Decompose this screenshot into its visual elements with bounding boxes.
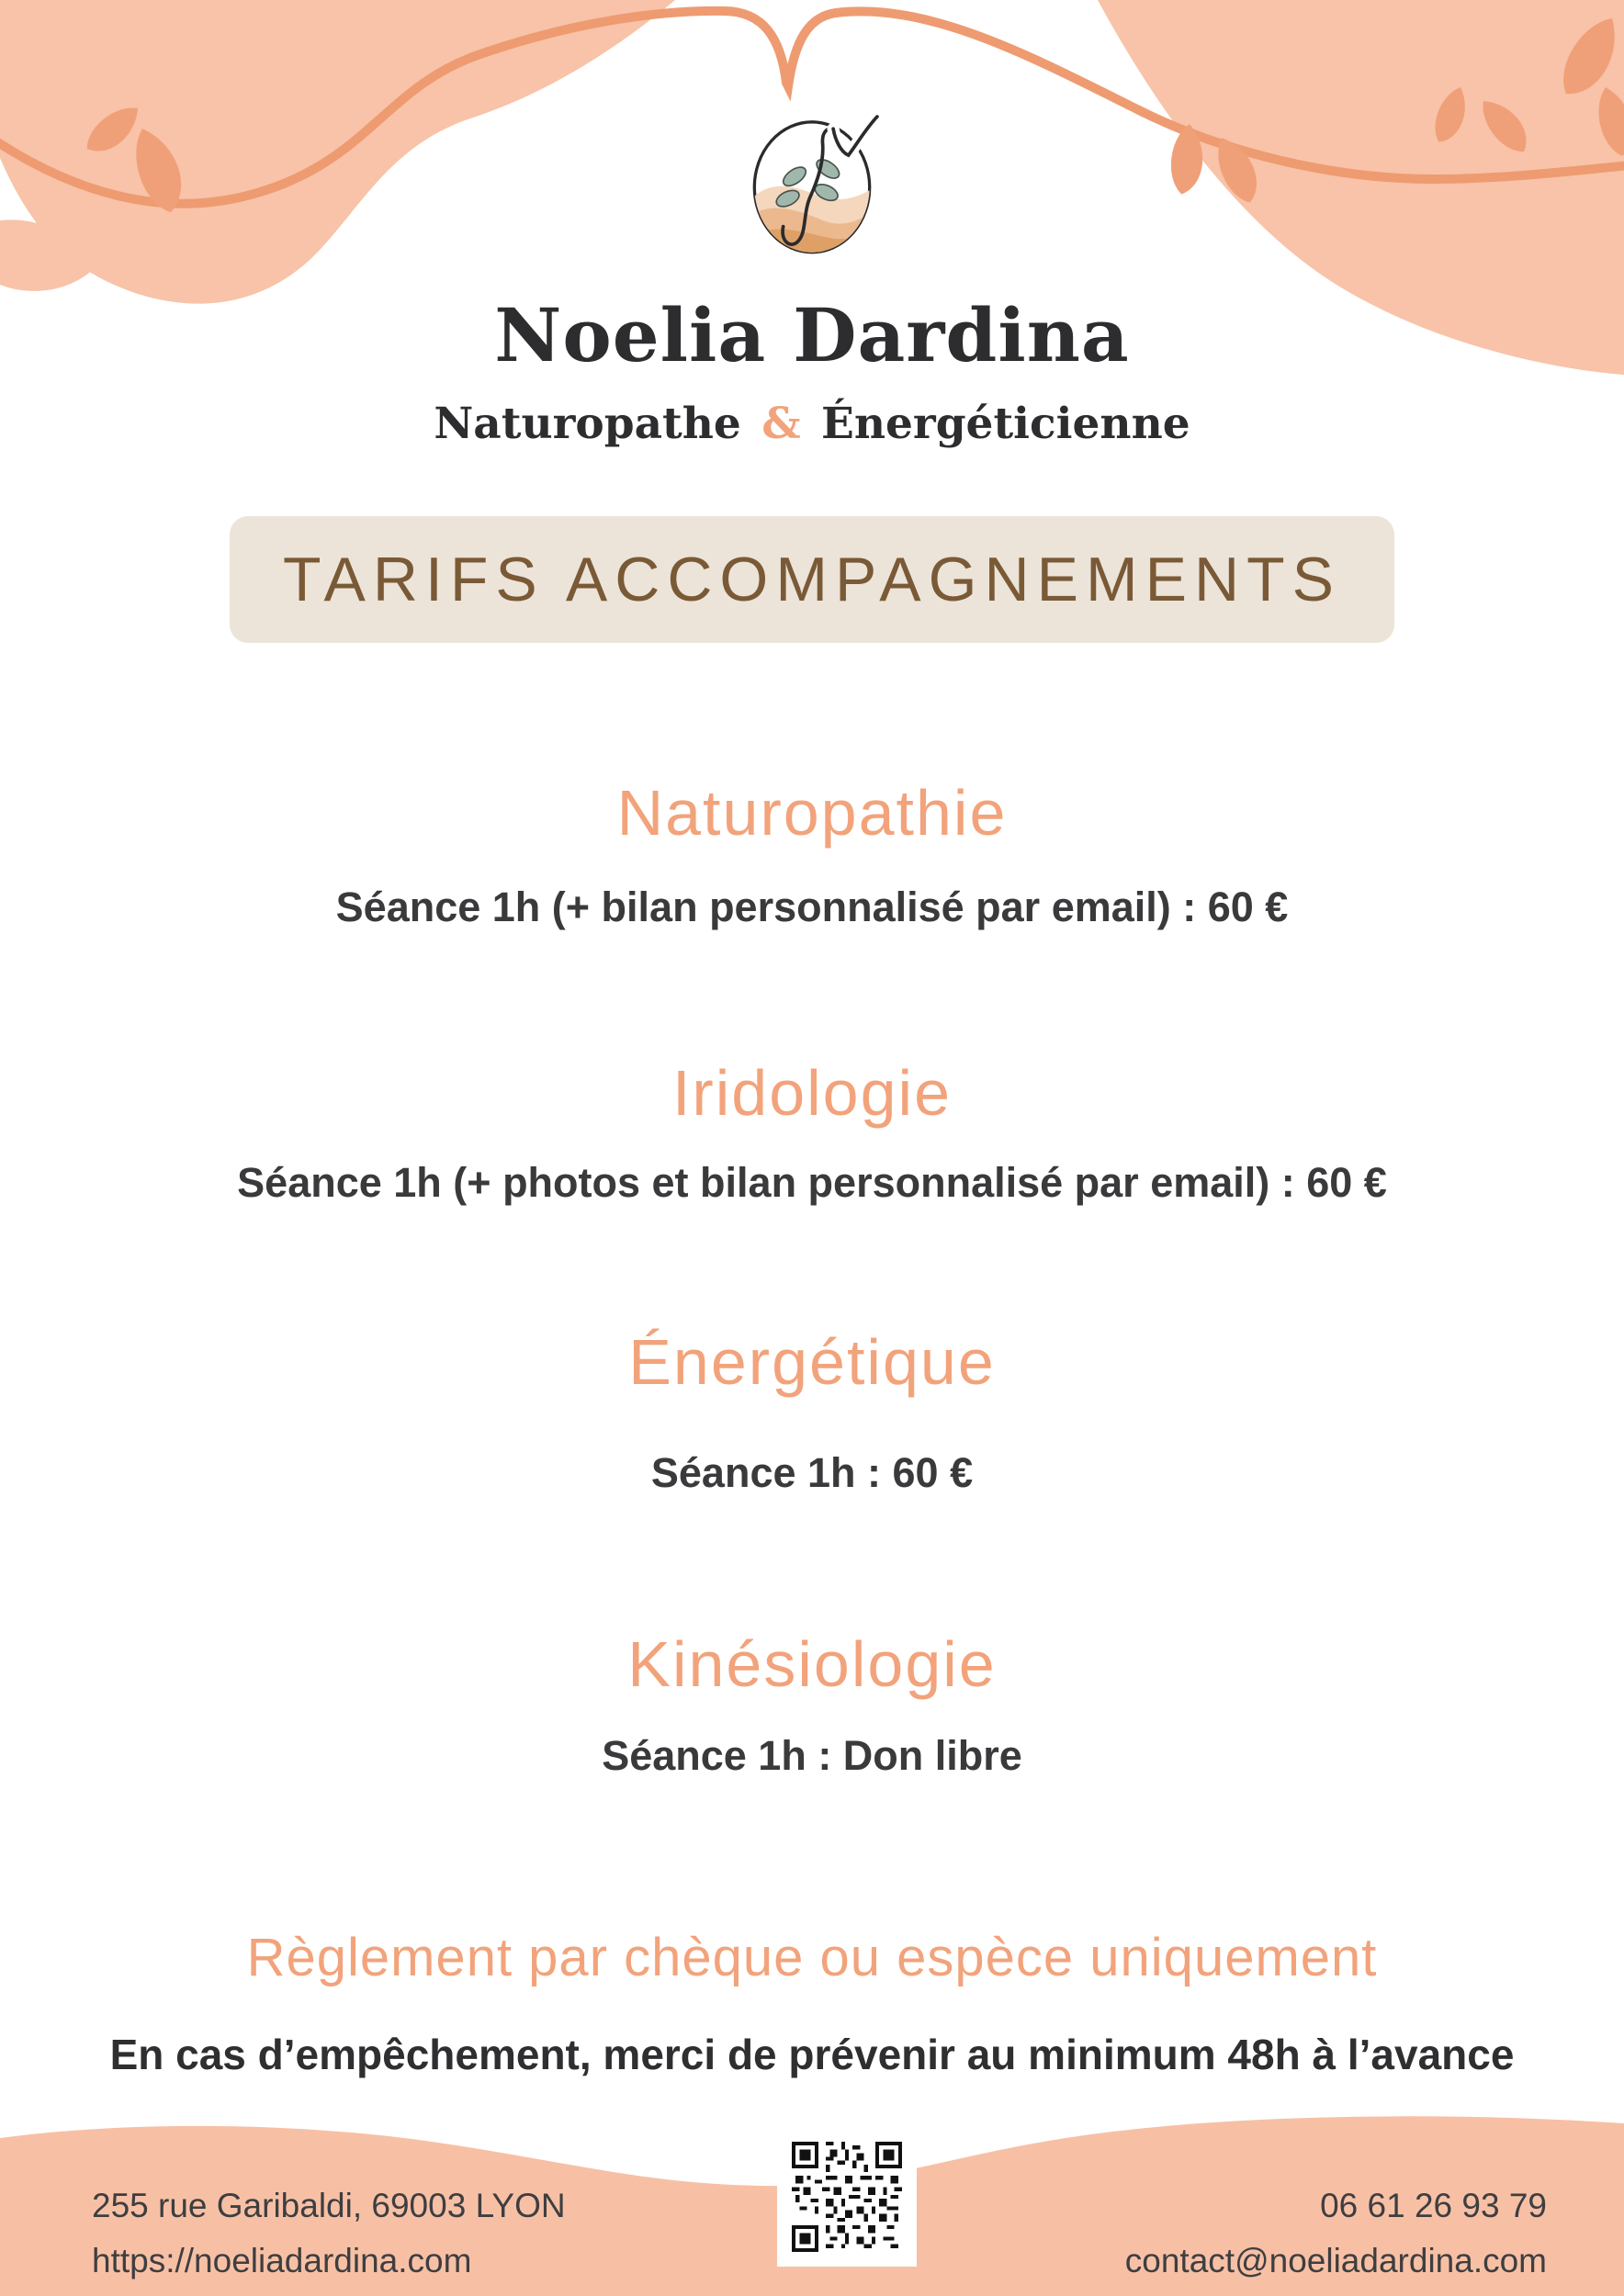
plant-circle-logo-icon — [737, 107, 888, 270]
footer-contact-right — [1125, 2178, 1547, 2289]
footer-phone: 06 61 26 93 79 — [1320, 2187, 1547, 2224]
section-title-kinesiologie: Kinésiologie — [627, 1628, 997, 1700]
section-title-iridologie: Iridologie — [671, 1057, 953, 1129]
section-detail-energetique: Séance 1h : 60 € — [650, 1449, 974, 1496]
subtitle-left: Naturopathe — [434, 399, 741, 449]
footer-address: 255 rue Garibaldi, 69003 LYON — [92, 2187, 566, 2224]
section-title-naturopathie: Naturopathie — [616, 777, 1008, 849]
brand-subtitle — [0, 399, 1624, 449]
footer-email: contact@noeliadardina.com — [1124, 2241, 1547, 2279]
section-detail-kinesiologie: Séance 1h : Don libre — [602, 1732, 1022, 1779]
qr-code-icon — [792, 2142, 902, 2252]
section-title-energetique: Énergétique — [628, 1326, 996, 1398]
qr-card — [777, 2127, 917, 2267]
subtitle-ampersand: & — [761, 399, 801, 449]
footer-contact-left — [92, 2178, 566, 2289]
cancellation-note: En cas d’empêchement, merci de prévenir au minimum 48h à l’avance — [109, 2031, 1515, 2078]
subtitle-right: Énergéticienne — [821, 399, 1190, 449]
tariffs-badge: TARIFS ACCOMPAGNEMENTS — [230, 516, 1394, 643]
section-detail-naturopathie: Séance 1h (+ bilan personnalisé par email) : 60 € — [335, 884, 1289, 930]
section-detail-iridologie: Séance 1h (+ photos et bilan personnalisé par email) : 60 € — [237, 1159, 1387, 1206]
footer-website: https://noeliadardina.com — [92, 2241, 472, 2279]
brand-name: Noelia Dardina — [494, 292, 1130, 378]
payment-note: Règlement par chèque ou espèce uniquement — [246, 1928, 1378, 1987]
